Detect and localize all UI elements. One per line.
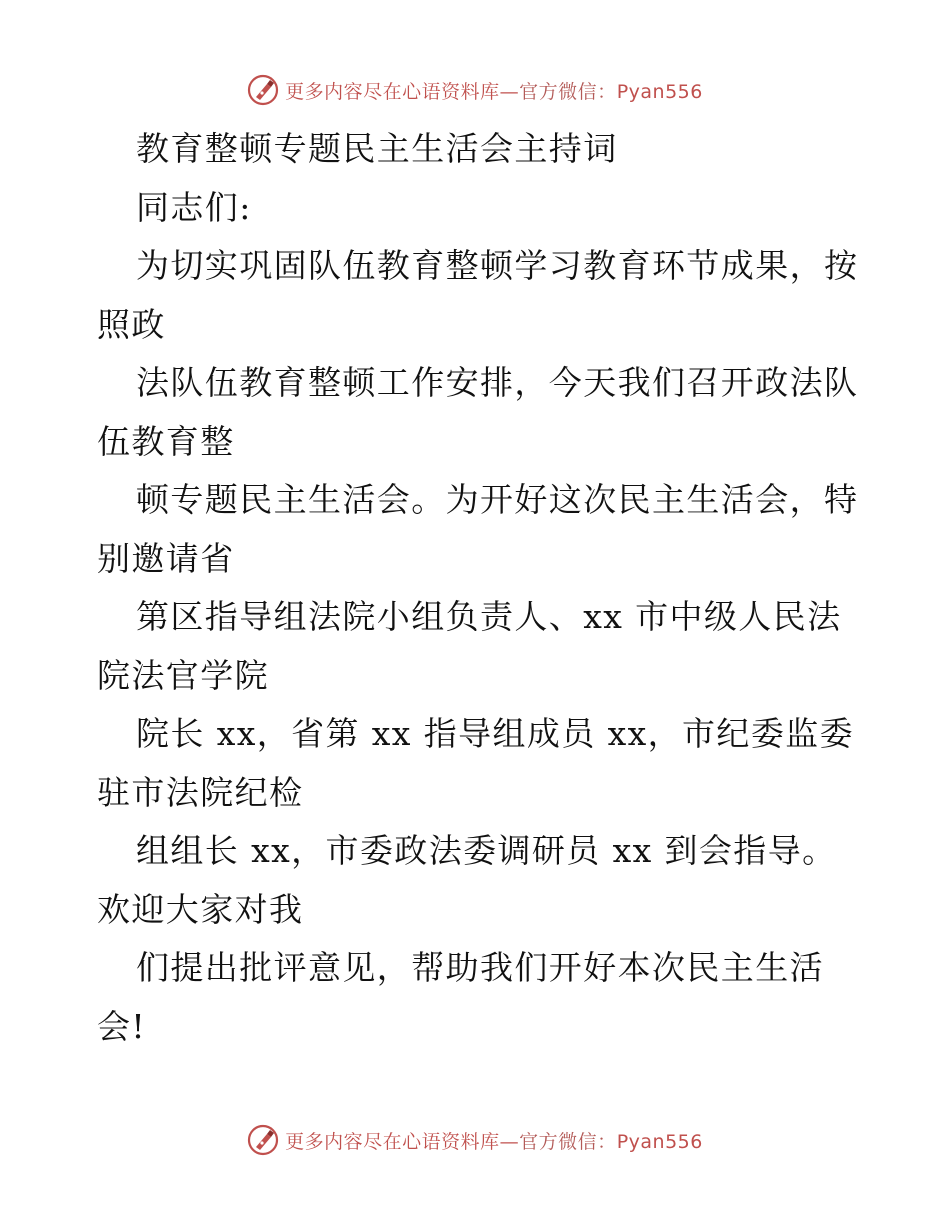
text-line: 照政 [97,304,166,344]
header-banner-text [285,77,703,104]
text-line: 会! [97,1006,147,1046]
text-line: 顿专题民主生活会。为开好这次民主生活会，特 [136,480,859,519]
text-line: 院长 xx，省第 xx 指导组成员 xx，市纪委监委 [136,714,855,753]
header-banner [0,70,950,110]
document-title: 教育整顿专题民主生活会主持词 [136,129,618,168]
banner-separator: — [499,80,520,103]
footer-banner [0,1120,950,1160]
pen-nib-logo-icon [247,74,279,106]
footer-banner-text [285,1127,703,1154]
text-line: 组组长 xx，市委政法委调研员 xx 到会指导。 [136,831,837,870]
text-line: 伍教育整 [97,421,235,461]
text-line: 驻市法院纪检 [97,772,304,812]
text-line: 同志们: [136,187,252,227]
banner-wechat-label: 官方微信： [519,80,617,103]
pen-nib-logo-icon [247,1124,279,1156]
banner-wechat-label: 官方微信： [519,1130,617,1153]
text-line: 为切实巩固队伍教育整顿学习教育环节成果，按 [136,246,859,285]
document-body [97,120,857,1056]
banner-wechat-id: Pyan556 [616,80,703,103]
text-line: 第区指导组法院小组负责人、xx 市中级人民法 [136,597,842,636]
text-line: 院法官学院 [97,655,269,695]
banner-separator: — [499,1130,520,1153]
banner-wechat-id: Pyan556 [616,1130,703,1153]
text-line: 法队伍教育整顿工作安排，今天我们召开政法队 [136,363,859,402]
banner-main-text: 更多内容尽在心语资料库 [285,80,500,103]
banner-main-text: 更多内容尽在心语资料库 [285,1130,500,1153]
text-line: 欢迎大家对我 [97,889,304,929]
text-line: 别邀请省 [97,538,235,578]
text-line: 们提出批评意见，帮助我们开好本次民主生活 [136,948,824,987]
